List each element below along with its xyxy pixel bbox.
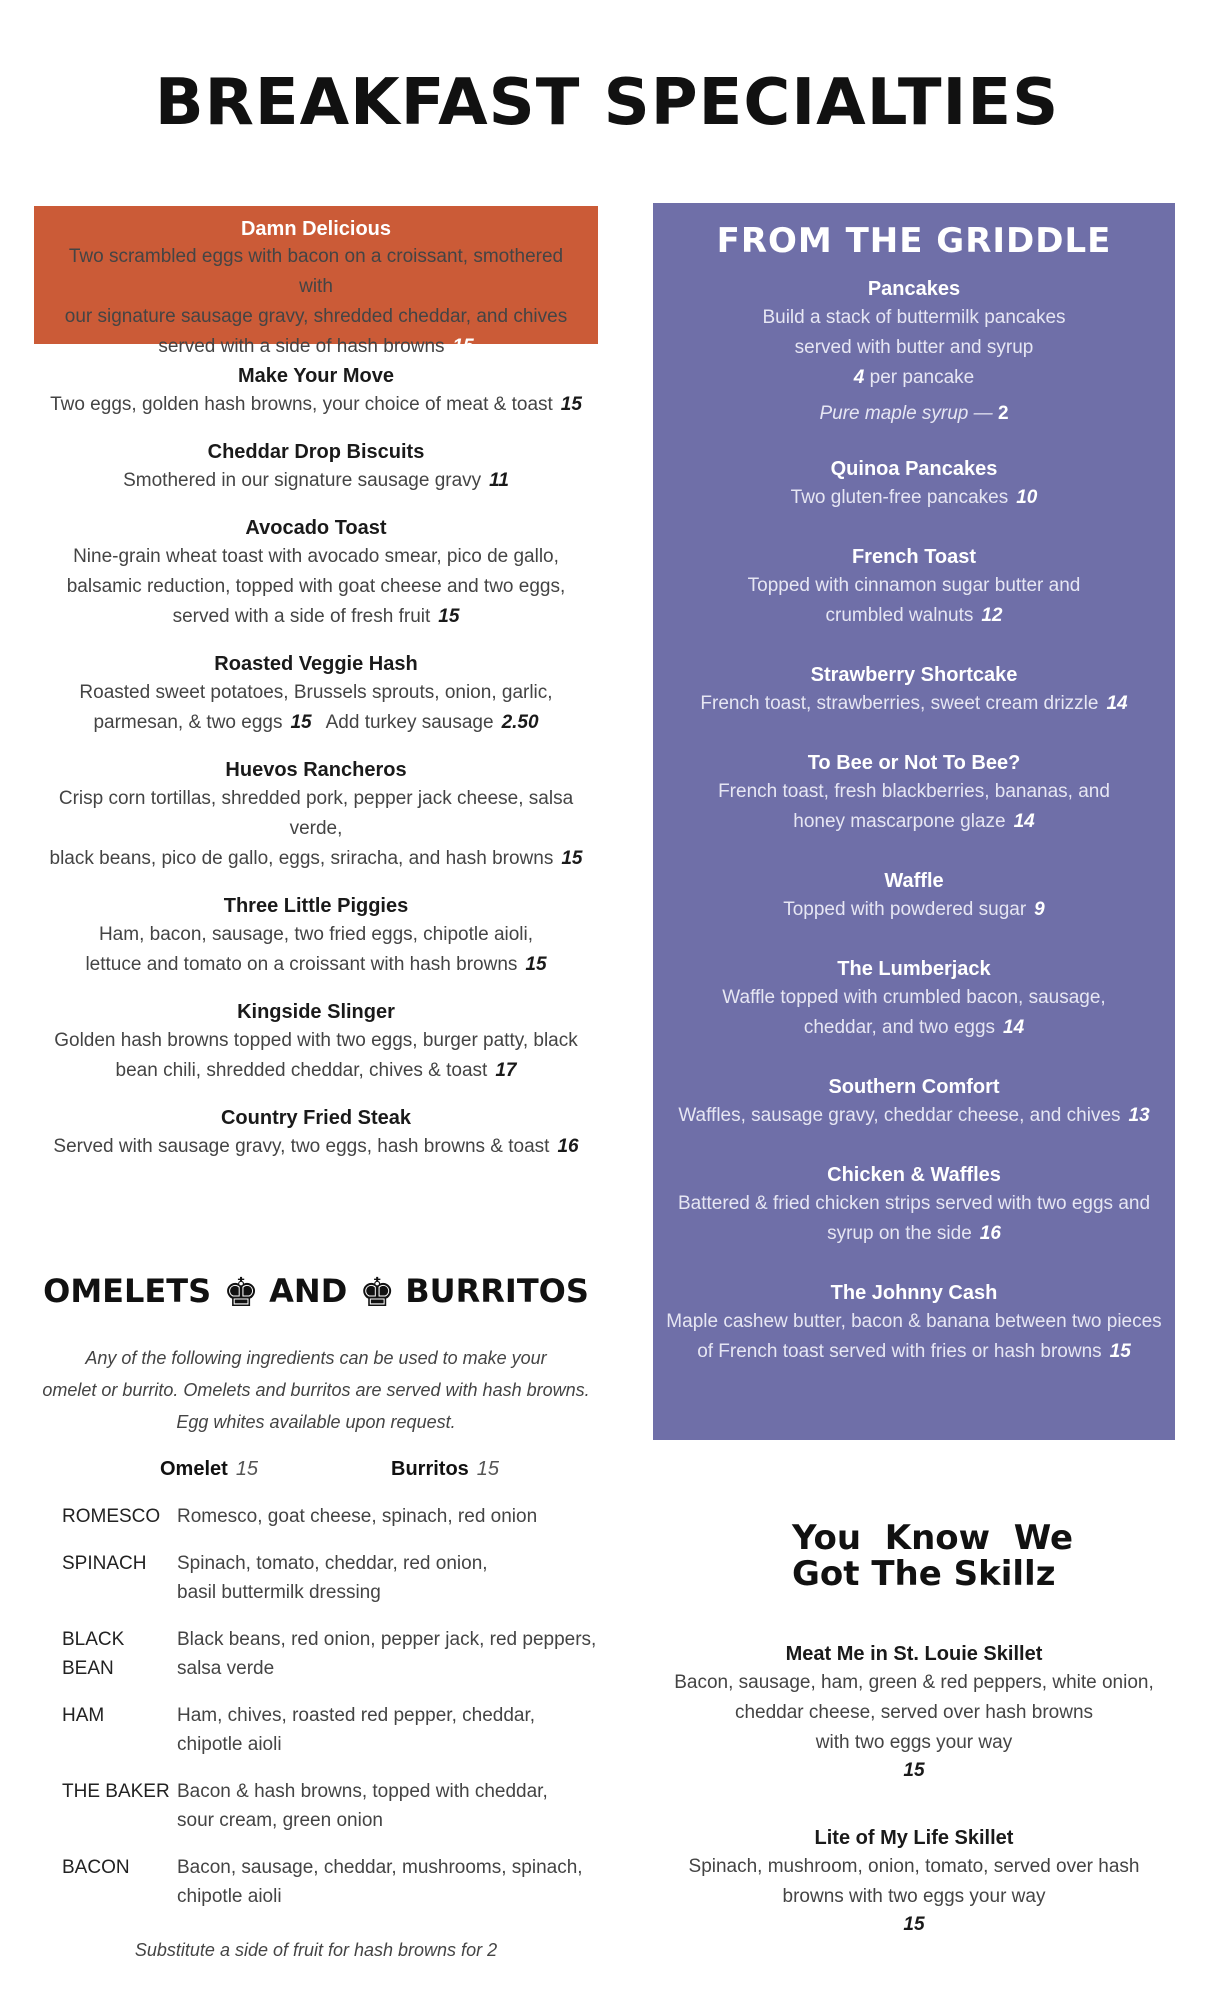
item-name: Huevos Rancheros [225,759,407,781]
ingredient-key: BLACK BEAN [62,1629,125,1679]
item-desc-last: cheddar, and two eggs [803,1017,996,1038]
item-desc-line [653,1013,1175,1043]
specialties-column [34,206,598,1162]
item-price: 16 [979,1223,1001,1244]
item-desc-line [653,895,1175,925]
item-name: Southern Comfort [828,1076,1000,1098]
item-desc-last: French toast, strawberries, sweet cream drizzle [700,693,1099,714]
item-desc-last: parmesan, & two eggs [93,712,283,733]
item-desc-line [34,844,598,874]
item-price: 10 [1016,487,1038,508]
item-price: 9 [1034,899,1045,920]
omelet-price-label [160,1458,258,1481]
item-name: Country Fried Steak [220,1107,412,1129]
item-name: Pancakes [867,278,961,300]
item-desc-last: lettuce and tomato on a croissant with hash browns [85,954,518,975]
item-name: French Toast [851,546,977,568]
item-desc-line: Bacon, sausage, ham, green & red peppers, white onion, [674,1672,1154,1693]
item-name: Damn Delicious [240,218,392,240]
item-desc-last: Two gluten-free pancakes [790,487,1009,508]
menu-item [653,1161,1175,1249]
ingredient-value [177,1502,602,1531]
ingredient-line: Bacon & hash browns, topped with cheddar, [177,1781,548,1802]
item-name: The Lumberjack [837,958,991,980]
item-desc-line: Topped with cinnamon sugar butter and [747,575,1081,596]
heading-line: Got The Skillz [792,1554,1056,1594]
syrup-dash: — [973,403,993,424]
item-desc-last: black beans, pico de gallo, eggs, sriracha, and hash browns [49,848,554,869]
item-desc-last: served with a side of hash browns [158,336,445,357]
item-desc-last: crumbled walnuts [825,605,974,626]
note-line: Any of the following ingredients can be used to make your [85,1348,547,1368]
item-price: 15 [452,336,474,357]
menu-item [653,543,1175,631]
item-desc-line: our signature sausage gravy, shredded cheddar, and chives [64,306,568,327]
item-desc-line [653,1219,1175,1249]
item-price: 15 [438,606,460,627]
item-price: 17 [495,1060,517,1081]
item-name: Three Little Piggies [223,895,409,917]
heading-line: You Know We [792,1518,1074,1558]
menu-item [653,867,1175,925]
chess-king-icon: ♚ [223,1270,259,1316]
item-desc-last: of French toast served with fries or hash browns [697,1341,1102,1362]
item-name: Quinoa Pancakes [830,458,998,480]
item-desc-last: Served with sausage gravy, two eggs, hash browns & toast [53,1136,550,1157]
item-name: Roasted Veggie Hash [214,653,418,675]
menu-item [653,455,1175,513]
ingredient-row [62,1777,602,1835]
page-title: BREAKFAST SPECIALTIES [154,66,1060,140]
burrito-price: 15 [476,1458,500,1480]
ingredient-row [62,1625,602,1683]
menu-item [653,1279,1175,1367]
item-desc-line: Build a stack of buttermilk pancakes [762,307,1066,328]
heading-word: AND [269,1272,348,1310]
ingredient-value [177,1777,602,1835]
item-desc-last: honey mascarpone glaze [793,811,1006,832]
item-desc-line: Waffle topped with crumbled bacon, sausage, [722,987,1106,1008]
item-desc-line [34,390,598,420]
featured-item [34,206,598,357]
item-name: Kingside Slinger [237,1001,395,1023]
item-price: 15 [903,1760,925,1781]
burrito-label: Burritos [391,1458,469,1480]
menu-item [34,998,598,1086]
item-desc-line: Battered & fried chicken strips served with two eggs and [677,1193,1151,1214]
price-suffix: per pancake [869,367,975,388]
ingredient-line: Ham, chives, roasted red pepper, cheddar, [177,1705,536,1726]
item-name: Chicken & Waffles [827,1164,1001,1186]
omelets-heading [34,1270,598,1316]
addon-label: Add turkey sausage [325,712,494,733]
item-desc-last: Waffles, sausage gravy, cheddar cheese, and chives [678,1105,1121,1126]
omelets-note [34,1342,598,1438]
ingredient-key: THE BAKER [62,1781,170,1802]
ingredient-value [177,1549,602,1607]
item-desc-line: French toast, fresh blackberries, bananas, and [718,781,1110,802]
item-price: 15 [290,712,312,733]
item-desc-last: Smothered in our signature sausage gravy [123,470,482,491]
syrup-addon [653,403,1175,425]
item-desc-line [34,466,598,496]
item-name: Avocado Toast [245,517,387,539]
item-desc-line: Ham, bacon, sausage, two fried eggs, chipotle aioli, [98,924,534,945]
syrup-price: 2 [997,403,1009,424]
ingredient-line: salsa verde [177,1658,275,1679]
item-desc-last: bean chili, shredded cheddar, chives & toast [115,1060,488,1081]
item-name: Lite of My Life Skillet [814,1827,1014,1849]
item-desc-line: Two scrambled eggs with bacon on a croissant, smothered with [68,246,564,297]
item-desc-line: Golden hash browns topped with two eggs, burger patty, black [54,1030,578,1051]
item-price: 14 [1003,1017,1025,1038]
note-line: Egg whites available upon request. [176,1412,456,1432]
ingredient-key: BACON [62,1857,130,1878]
item-name: Waffle [884,870,944,892]
ingredient-value [177,1701,602,1759]
item-name: Make Your Move [238,365,394,387]
item-desc-last: served with a side of fresh fruit [172,606,431,627]
item-price: 15 [1109,1341,1131,1362]
omelet-label: Omelet [160,1458,228,1480]
omelet-price: 15 [235,1458,259,1480]
addon-price: 2.50 [501,712,539,733]
item-price: 15 [903,1914,925,1935]
item-price: 15 [560,394,582,415]
menu-item [34,1104,598,1162]
ingredient-list [62,1502,602,1929]
ingredient-line: Romesco, goat cheese, spinach, red onion [177,1506,538,1527]
ingredient-row [62,1549,602,1607]
ingredient-key: HAM [62,1705,105,1726]
heading-word: OMELETS [43,1272,212,1310]
item-price: 15 [525,954,547,975]
item-name: Meat Me in St. Louie Skillet [785,1643,1043,1665]
item-desc-line: cheddar cheese, served over hash browns [734,1702,1094,1723]
item-desc-line: balsamic reduction, topped with goat cheese and two eggs, [66,576,566,597]
item-desc-last: Topped with powdered sugar [783,899,1027,920]
item-desc-line: browns with two eggs your way [782,1886,1046,1907]
ingredient-value [177,1625,602,1683]
ingredient-line: Bacon, sausage, cheddar, mushrooms, spinach, [177,1857,583,1878]
item-price: 12 [981,605,1003,626]
ingredient-line: basil buttermilk dressing [177,1582,381,1603]
item-desc-line: Roasted sweet potatoes, Brussels sprouts, onion, garlic, [79,682,553,703]
ingredient-row [62,1701,602,1759]
griddle-heading: FROM THE GRIDDLE [716,221,1112,261]
menu-item [34,650,598,738]
item-desc-line: Maple cashew butter, bacon & banana between two pieces [666,1311,1162,1332]
item-desc-line [653,363,1175,393]
menu-item [653,955,1175,1043]
item-desc-line [34,950,598,980]
burrito-price-label [391,1458,499,1481]
item-desc-line: served with butter and syrup [794,337,1034,358]
item-price: 4 [853,367,865,388]
item-price: 14 [1013,811,1035,832]
skillz-heading [792,1520,1073,1592]
menu-item [653,275,1175,425]
griddle-panel [653,203,1175,1440]
menu-item [34,362,598,420]
ingredient-line: chipotle aioli [177,1734,282,1755]
item-price: 11 [489,470,509,491]
menu-item [34,514,598,632]
ingredient-line: Spinach, tomato, cheddar, red onion, [177,1553,488,1574]
menu-item [34,756,598,874]
menu-item [653,1824,1175,1938]
menu-item [653,1073,1175,1131]
item-desc-line [34,1056,598,1086]
item-price: 16 [557,1136,579,1157]
ingredient-value [177,1853,602,1911]
fruit-substitute-note: Substitute a side of fruit for hash browns for 2 [134,1940,498,1960]
item-desc-line: Nine-grain wheat toast with avocado smear, pico de gallo, [73,546,559,567]
ingredient-key: SPINACH [62,1553,147,1574]
item-desc-line [653,689,1175,719]
note-line: omelet or burrito. Omelets and burritos are served with hash browns. [42,1380,590,1400]
item-desc-line [653,807,1175,837]
item-price: 14 [1106,693,1128,714]
ingredient-key: ROMESCO [62,1506,161,1527]
item-name: Strawberry Shortcake [810,664,1018,686]
item-desc-last: syrup on the side [827,1223,972,1244]
ingredient-row [62,1853,602,1911]
item-name: To Bee or Not To Bee? [807,752,1021,774]
item-desc-line [34,602,598,632]
item-desc-line [34,1132,598,1162]
item-desc-line [653,1337,1175,1367]
item-desc-line: with two eggs your way [815,1732,1013,1753]
item-desc-line [653,601,1175,631]
menu-item [653,1640,1175,1784]
menu-item [34,892,598,980]
syrup-label: Pure maple syrup [819,403,969,424]
ingredient-line: Black beans, red onion, pepper jack, red peppers, [177,1629,597,1650]
item-desc-line [58,332,574,362]
item-desc-line [653,483,1175,513]
heading-word: BURRITOS [405,1272,589,1310]
ingredient-line: chipotle aioli [177,1886,282,1907]
ingredient-row [62,1502,602,1531]
item-desc-line [34,708,598,738]
item-desc-line [653,1101,1175,1131]
menu-item [34,438,598,496]
chess-king-icon: ♚ [359,1270,396,1316]
ingredient-line: sour cream, green onion [177,1810,383,1831]
item-name: Cheddar Drop Biscuits [207,441,425,463]
item-desc-line: Crisp corn tortillas, shredded pork, pepper jack cheese, salsa verde, [58,788,574,839]
menu-item [653,661,1175,719]
item-desc-line: Spinach, mushroom, onion, tomato, served over hash [688,1856,1140,1877]
item-price: 15 [561,848,583,869]
item-desc-last: Two eggs, golden hash browns, your choice of meat & toast [50,394,553,415]
item-price: 13 [1128,1105,1150,1126]
skillet-list [653,1640,1175,1978]
menu-item [653,749,1175,837]
item-name: The Johnny Cash [830,1282,998,1304]
